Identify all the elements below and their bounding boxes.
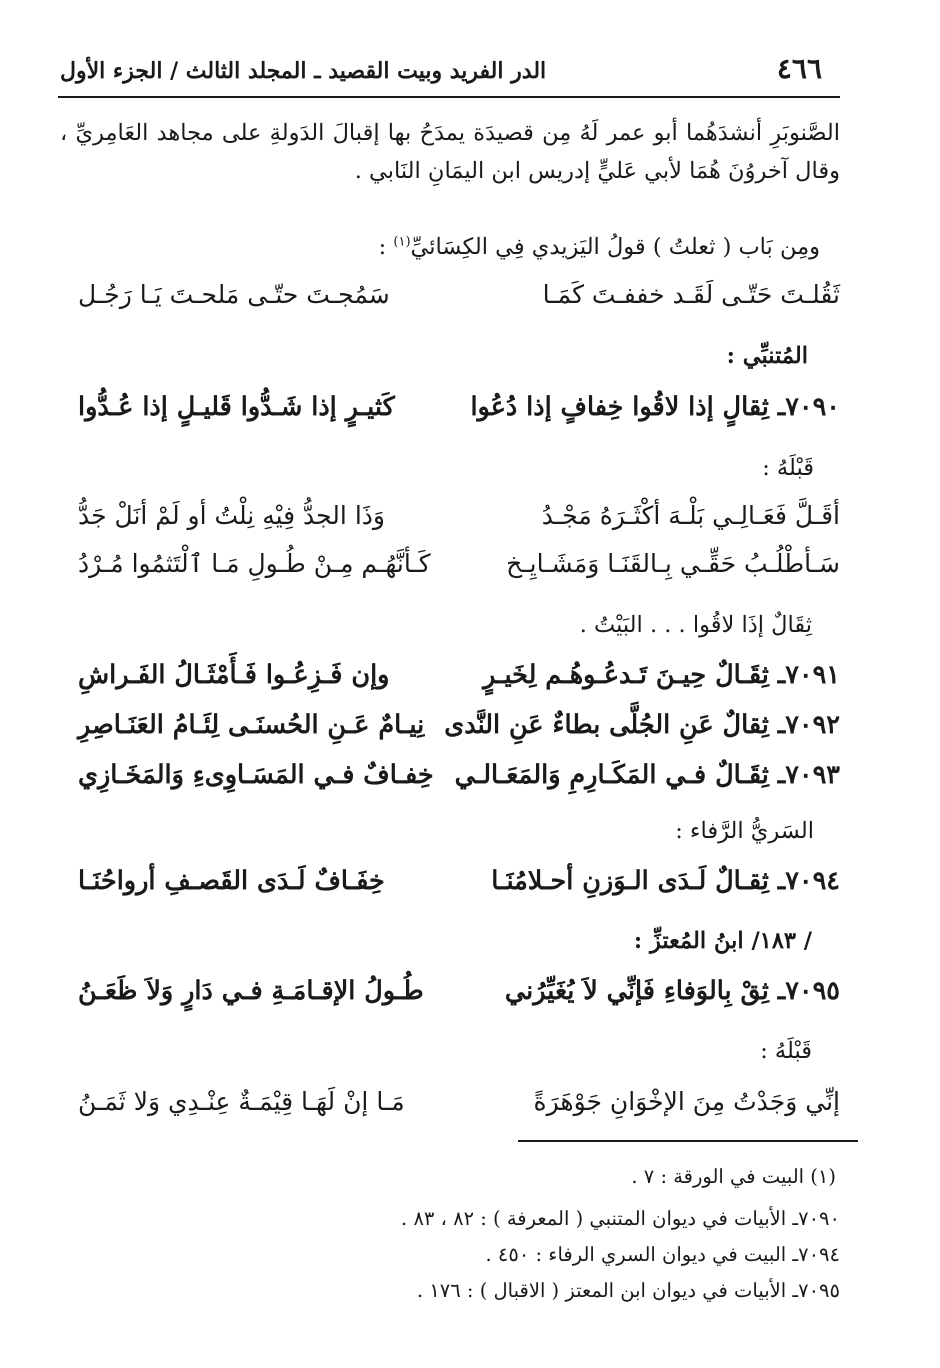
- hemistich-first: ٧٠٩٤ـ ثِقـالٌ لَـدَى الـوَزنِ أحـلامُنَـا: [491, 866, 840, 896]
- verse-7095: [78, 976, 840, 1018]
- verse-reference-line: ثِقَالٌ إذَا لاقُوا . . . البَيْتُ .: [579, 612, 812, 638]
- hemistich-second: مَـا إنْ لَهَـا قِيْمَـةٌ عِنْـدِي وَلا ثَمَـنُ: [78, 1087, 405, 1116]
- hemistich-first: ٧٠٩٥ـ ثِقْ بِالوَفاءِ فَإنِّي لاَ يُغَيِّرُني: [504, 976, 840, 1006]
- footnote-7090: ٧٠٩٠ـ الأبيات في ديوان المتنبي ( المعرفة ) : ٨٢ ، ٨٣ .: [401, 1207, 840, 1230]
- verse-7090: [78, 392, 840, 434]
- hemistich-first: ٧٠٩٢ـ ثِقالٌ عَنِ الجُلَّى بطاءٌ عَنِ النَّدى: [444, 710, 840, 740]
- footnote-1: (١) البيت في الورقة : ٧ .: [631, 1165, 836, 1188]
- verse-before-2: [78, 1087, 840, 1129]
- label-mutanabbi: المُتنبِّي :: [726, 343, 808, 369]
- hemistich-second: وَذَا الجدُّ فِيْهِ نِلْتُ أو لَمْ أنَلْ جَدُّ: [78, 501, 385, 530]
- footnote-ref-1: (١): [393, 234, 411, 250]
- intro-line-kisai: [379, 228, 820, 266]
- header-rule: [58, 96, 840, 98]
- hemistich-first: أقَـلَّ فَعَـالِـي بَلْـهَ أكْثَـرَهُ مَجْـدُ: [541, 501, 840, 530]
- footnote-7094: ٧٠٩٤ـ البيت في ديوان السري الرفاء : ٤٥٠ .: [485, 1243, 840, 1266]
- hemistich-first: ٧٠٩٣ـ ثِقَـالٌ فـي المَكَـارِمِ وَالمَعَـالـي: [454, 760, 840, 790]
- hemistich-first: ٧٠٩١ـ ثِقَـالٌ حِيـنَ تَـدعُـوهُـم لِخَيـرٍ: [482, 660, 840, 690]
- verse-kisai: [78, 280, 840, 322]
- label-before-1: قَبْلَهُ :: [762, 455, 814, 481]
- hemistich-second: نِيـامٌ عَـنِ الحُسنَـى لِئَـامُ العَنَـاصِرِ: [78, 710, 425, 740]
- label-before-2: قَبْلَهُ :: [760, 1038, 812, 1064]
- intro-paragraph: الصَّنوبَرِ أنشدَهُما أبو عمر لَهُ مِن قصيدَة يمدَحُ بها إقبالَ الدَولةِ على مجاهد العَامِريِّ ، وقال آخروُنَ هُمَا لأبي عَليٍّ إدريس ابن اليمَانِ النَابي .: [60, 120, 840, 184]
- hemistich-first: ثَقُلـتَ حَتّـى لَقَـد خففـتَ كَمَـا: [542, 280, 840, 309]
- page-number: ٤٦٦: [776, 52, 822, 85]
- verse-before-1b: [78, 549, 840, 591]
- hemistich-second: خِفَـافٌ لَـدَى القَصـفِ أرواحُنَـا: [78, 866, 385, 896]
- hemistich-second: كَثيـرٍ إذا شَـدُّوا قَليـلٍ إذا عُـدُّوا: [78, 392, 395, 422]
- running-title: الدر الفريد وبيت القصيد ـ المجلد الثالث / الجزء الأول: [60, 58, 547, 84]
- intro-line-end: :: [378, 234, 394, 260]
- verse-before-1a: [78, 501, 840, 543]
- hemistich-second: سَمُجـتَ حتّـى مَلحـتَ يَـا رَجُـل: [78, 280, 390, 309]
- footnote-7095: ٧٠٩٥ـ الأبيات في ديوان ابن المعتز ( الاقبال ) : ١٧٦ .: [416, 1279, 840, 1302]
- hemistich-second: خِفـافٌ فـي المَسَـاوِىءِ وَالمَخَـازِي: [78, 760, 434, 790]
- verse-7092: [78, 710, 840, 752]
- verse-7093: [78, 760, 840, 802]
- hemistich-first: إنِّي وَجَدْتُ مِنَ الإخْوَانِ جَوْهَرَةً: [533, 1087, 840, 1116]
- label-sari-raffa: السَريُّ الرَّفاء :: [675, 818, 814, 844]
- hemistich-first: سَـأطْلُـبُ حَقِّـي بِـالقَنَـا وَمَشَـايِـخ: [506, 549, 840, 578]
- hemistich-first: ٧٠٩٠ـ ثِقالٍ إذا لاقُوا خِفافٍ إذا دُعُوا: [470, 392, 840, 422]
- label-ibn-mutazz: / ١٨٣/ ابنُ المُعتزِّ :: [633, 928, 812, 954]
- hemistich-second: كَـأنَّهُـم مِـنْ طُـولِ مَـا ٱلْتَثمُوا مُـرْدُ: [78, 549, 431, 578]
- intro-line-text: ومِن بَاب ( ثعلتُ ) قولُ اليَزيدي فِي الكِسَائيِّ: [410, 234, 820, 260]
- verse-7091: [78, 660, 840, 702]
- hemistich-second: وإن فَـزِعُـوا فَـأَمْثَـالُ الفَـراشِ: [78, 660, 390, 690]
- hemistich-second: طُـولُ الإقـامَـةِ فـي دَارٍ وَلاَ ظَعَـنُ: [78, 976, 424, 1006]
- verse-7094: [78, 866, 840, 908]
- footnote-rule: [518, 1140, 858, 1142]
